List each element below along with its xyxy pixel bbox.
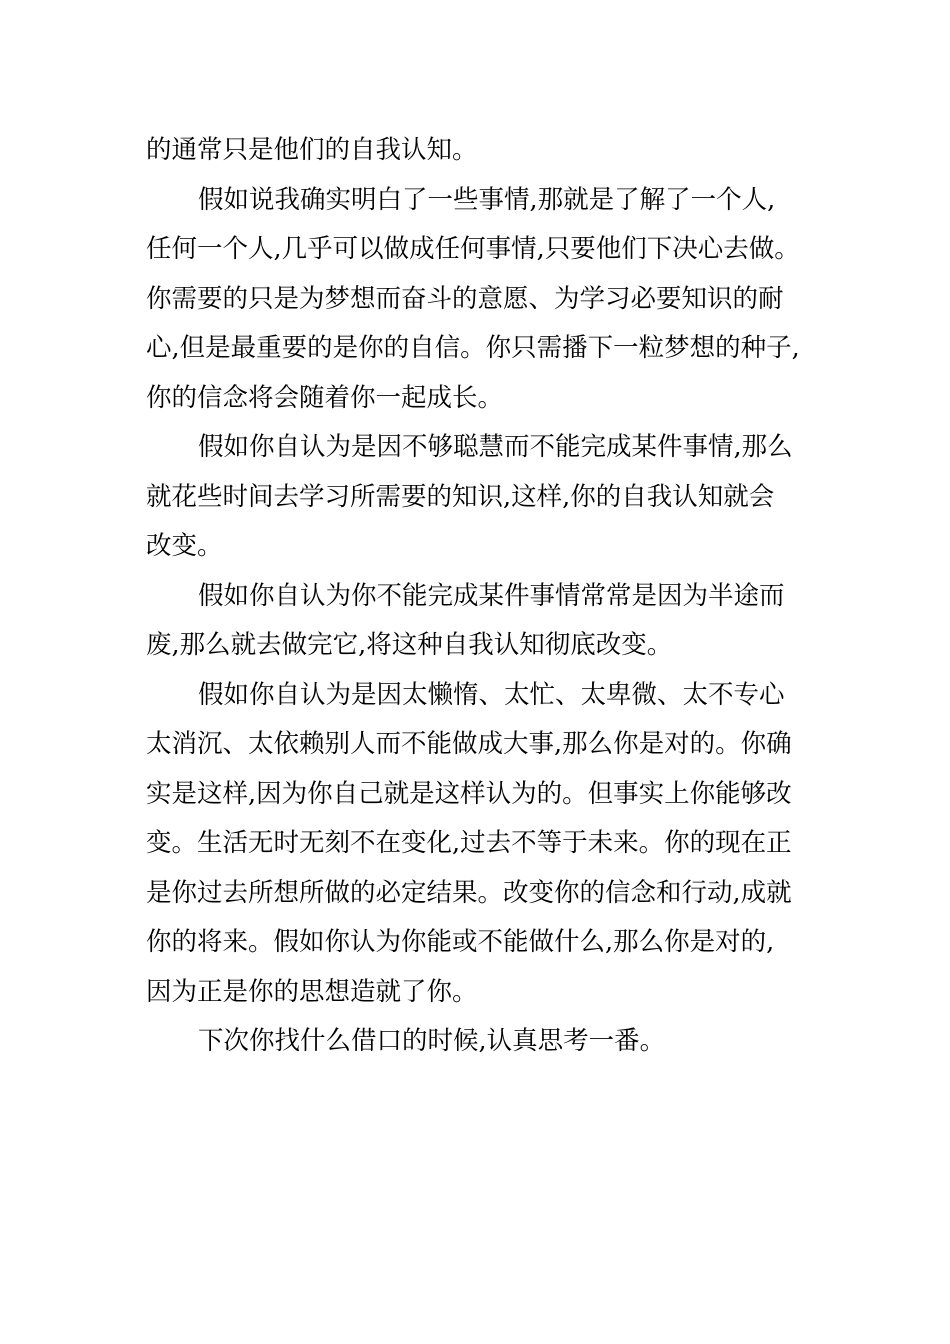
text-line: 废,那么就去做完它,将这种自我认知彻底改变。 [146,630,673,660]
paragraph-3 [146,423,826,572]
text-line: 就花些时间去学习所需要的知识,这样,你的自我认知就会 [146,481,775,512]
text-line: 实是这样,因为你自己就是这样认为的。但事实上你能够改 [146,778,792,809]
paragraph-4 [146,572,826,671]
text-line: 因为正是你的思想造就了你。 [146,976,478,1007]
paragraph-1 [146,126,826,176]
text-line: 你的信念将会随着你一起成长。 [146,382,504,413]
paragraph-5 [146,671,826,1018]
text-line: 下次你找什么借口的时候,认真思考一番。 [198,1026,666,1056]
document-body [146,126,826,1067]
paragraph-2 [146,176,826,424]
text-line: 你的将来。假如你认为你能或不能做什么,那么你是对的, [146,927,775,957]
text-line: 假如你自认为是因不够聪慧而不能完成某件事情,那么 [198,432,793,462]
text-line: 假如说我确实明白了一些事情,那就是了解了一个人, [198,184,776,215]
text-line: 的通常只是他们的自我认知。 [146,135,478,165]
text-line: 假如你自认为是因太懒惰、太忙、太卑微、太不专心 [198,679,785,710]
text-line: 改变。 [146,531,223,561]
text-line: 假如你自认为你不能完成某件事情常常是因为半途而 [198,580,785,611]
text-line: 变。生活无时无刻不在变化,过去不等于未来。你的现在正 [146,828,792,858]
text-line: 心,但是最重要的是你的自信。你只需播下一粒梦想的种子, [146,333,800,363]
text-line: 是你过去所想所做的必定结果。改变你的信念和行动,成就 [146,877,792,908]
text-line: 你需要的只是为梦想而奋斗的意愿、为学习必要知识的耐 [146,283,784,314]
paragraph-6 [146,1017,826,1067]
text-line: 任何一个人,几乎可以做成任何事情,只要他们下决心去做。 [146,234,800,264]
text-line: 太消沉、太依赖别人而不能做成大事,那么你是对的。你确 [146,729,792,759]
